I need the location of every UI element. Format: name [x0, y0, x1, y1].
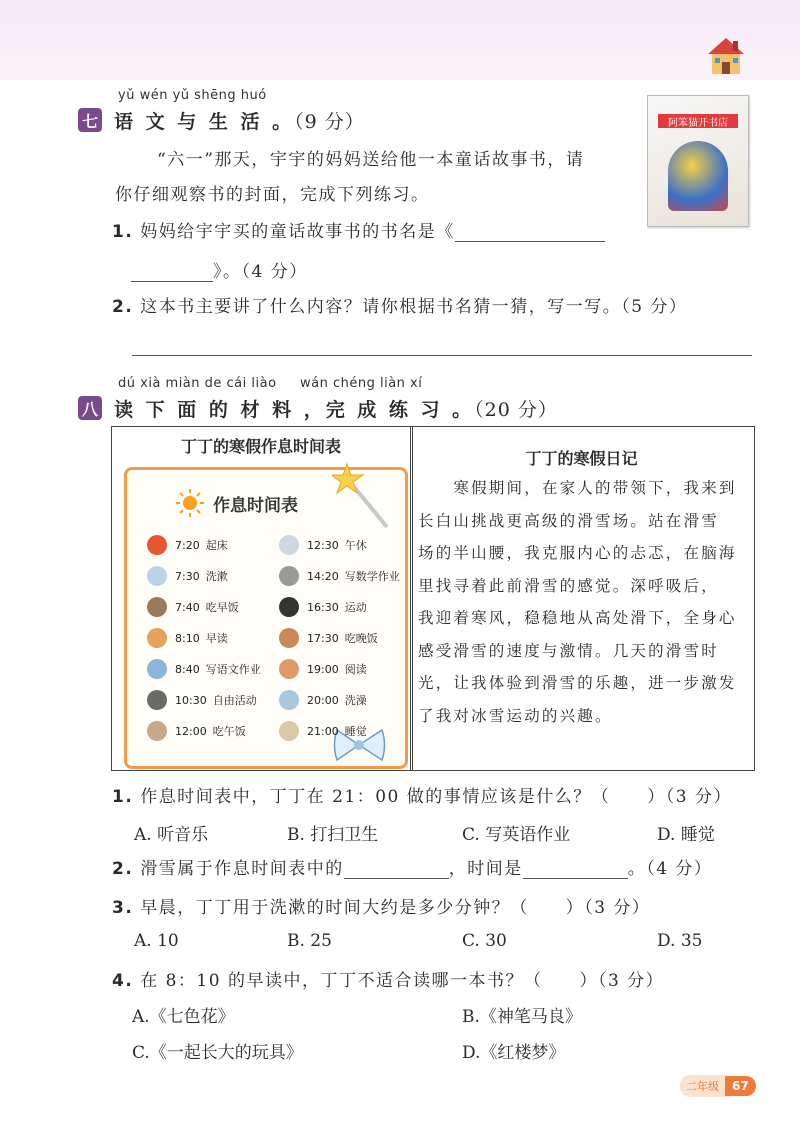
section7-question-1-cont: 》。（4 分）: [131, 257, 308, 282]
schedule-activity: 洗漱: [205, 570, 228, 583]
schedule-activity: 午休: [344, 539, 367, 552]
question-text: [112, 782, 762, 807]
book-icon: [147, 628, 167, 648]
answer-option[interactable]: A. 听音乐: [134, 825, 209, 845]
question-prompt: 作息时间表中，丁丁在 21：00 做的事情应该是什么？（ ）（3 分）: [140, 787, 732, 807]
answer-option[interactable]: D. 睡觉: [657, 825, 715, 845]
schedule-activity: 吃早饭: [205, 601, 239, 614]
schedule-activity: 早读: [205, 632, 228, 645]
bath-icon: [279, 690, 299, 710]
schedule-row: [279, 690, 367, 710]
section8-title: 读 下 面 的 材 料 ，完 成 练 习 。: [114, 399, 475, 421]
section8-pinyin-1: dú xià miàn de cái liào: [118, 376, 277, 391]
question-prompt: 在 8：10 的早读中，丁丁不适合读哪一本书？（ ）（3 分）: [140, 971, 665, 991]
schedule-activity: 写语文作业: [205, 663, 261, 676]
section8-pinyin-2: wán chéng liàn xí: [300, 376, 423, 391]
section7-points: （9 分）: [294, 111, 365, 133]
math-icon: [279, 566, 299, 586]
section8-number: 八: [78, 396, 102, 420]
grade-label: 二年级: [680, 1075, 725, 1097]
schedule-card: [124, 467, 408, 769]
page-number: 67: [725, 1076, 756, 1096]
schedule-row: [279, 597, 367, 617]
soccer-ball-icon: [279, 597, 299, 617]
answer-blank[interactable]: [455, 223, 605, 242]
answer-option[interactable]: A. 10: [134, 931, 179, 951]
diary-line: 了我对冰雪运动的兴趣。: [418, 706, 613, 725]
reading-icon: [279, 659, 299, 679]
section7-intro-line2: 你仔细观察书的封面，完成下列练习。: [115, 185, 430, 205]
schedule-activity: 运动: [344, 601, 367, 614]
diary-line: 长白山挑战更高级的滑雪场。站在滑雪: [418, 511, 719, 530]
question-4: [112, 966, 762, 1063]
answer-option[interactable]: B. 打扫卫生: [287, 825, 379, 845]
toothbrush-icon: [147, 566, 167, 586]
question-prompt: 滑雪属于作息时间表中的: [140, 859, 344, 879]
schedule-time: 8:10: [175, 631, 200, 645]
dinner-icon: [279, 628, 299, 648]
schedule-time: 12:30: [307, 538, 339, 552]
schedule-time: 19:00: [307, 662, 339, 676]
question-number: 1.: [112, 787, 134, 807]
header-band: [0, 0, 800, 80]
sleep-icon: [279, 721, 299, 741]
answer-blank[interactable]: [344, 860, 449, 879]
section7-heading: [114, 107, 365, 134]
answer-option[interactable]: B.《神笔马良》: [462, 1007, 582, 1027]
schedule-row: [147, 597, 239, 617]
schedule-activity: 起床: [205, 539, 228, 552]
question-number: 4.: [112, 971, 134, 991]
nap-icon: [279, 535, 299, 555]
schedule-time: 7:40: [175, 600, 200, 614]
schedule-activity: 阅读: [344, 663, 367, 676]
answer-blank[interactable]: [131, 263, 213, 282]
schedule-activity: 睡觉: [344, 725, 367, 738]
schedule-time: 14:20: [307, 569, 339, 583]
schedule-row: [279, 535, 367, 555]
question-prompt: 。（4 分）: [627, 859, 713, 879]
diary-line: 里找寻着此前滑雪的感觉。深呼吸后，: [418, 576, 719, 595]
question-1: [112, 782, 762, 845]
schedule-panel-title: 丁丁的寒假作息时间表: [180, 437, 341, 456]
schedule-time: 7:20: [175, 538, 200, 552]
schedule-activity: 自由活动: [212, 694, 257, 707]
schedule-row: [279, 566, 400, 586]
schedule-row: [279, 659, 367, 679]
schedule-time: 17:30: [307, 631, 339, 645]
question-prompt: 早晨，丁丁用于洗漱的时间大约是多少分钟？（ ）（3 分）: [140, 898, 651, 918]
schedule-time: 10:30: [175, 693, 207, 707]
answer-line[interactable]: [132, 355, 752, 356]
schedule-activity: 写数学作业: [344, 570, 400, 583]
book-illustration: [668, 141, 728, 211]
schedule-time: 16:30: [307, 600, 339, 614]
schedule-row: [147, 690, 257, 710]
answer-option[interactable]: D. 35: [657, 931, 703, 951]
play-icon: [147, 690, 167, 710]
question-2: [112, 854, 762, 879]
section7-number: 七: [78, 108, 102, 132]
schedule-row: [279, 721, 367, 741]
schedule-row: [147, 721, 246, 741]
section7-intro-line1: “六一”那天，宇宇的妈妈送给他一本童话故事书，请: [157, 150, 585, 170]
section7-pinyin: yǔ wén yǔ shēng huó: [118, 88, 267, 103]
sun-icon: [175, 488, 205, 518]
schedule-time: 7:30: [175, 569, 200, 583]
sun-icon: [147, 535, 167, 555]
page-footer: [680, 1075, 756, 1097]
answer-option[interactable]: C.《一起长大的玩具》: [132, 1043, 303, 1063]
writing-icon: [147, 659, 167, 679]
question-text: [112, 966, 762, 991]
question-prompt: ，时间是: [448, 859, 523, 879]
schedule-time: 20:00: [307, 693, 339, 707]
answer-option[interactable]: C. 30: [462, 931, 507, 951]
bowl-icon: [147, 721, 167, 741]
schedule-activity: 吃午饭: [212, 725, 246, 738]
schedule-time: 12:00: [175, 724, 207, 738]
schedule-time: 21:00: [307, 724, 339, 738]
diary-line: 光，让我体验到滑雪的乐趣，进一步激发: [418, 674, 737, 692]
house-icon: [706, 36, 746, 76]
schedule-row: [147, 535, 228, 555]
answer-option[interactable]: B. 25: [287, 931, 332, 951]
schedule-row: [147, 659, 261, 679]
answer-option[interactable]: A.《七色花》: [132, 1007, 235, 1027]
question-text: [112, 854, 762, 879]
answer-blank[interactable]: [523, 860, 628, 879]
schedule-row: [147, 628, 228, 648]
book-title: 阿笨猫开书店: [658, 114, 738, 128]
section7-question-1: 1. 妈妈给宇宇买的童话故事书的书名是《: [112, 217, 605, 242]
diary-line: 我迎着寒风，稳稳地从高处滑下，全身心: [418, 609, 737, 627]
schedule-row: [279, 628, 378, 648]
schedule-header: [175, 488, 298, 518]
book-cover-image: [647, 95, 749, 227]
section8-points: （20 分）: [474, 399, 558, 421]
diary-line: 感受滑雪的速度与激情。几天的滑雪时: [418, 641, 719, 660]
schedule-activity: 洗澡: [344, 694, 367, 707]
diary-title: 丁丁的寒假日记: [525, 449, 638, 468]
section7-question-2: 2. 这本书主要讲了什么内容？请你根据书名猜一猜，写一写。（5 分）: [112, 297, 688, 317]
question-number: 3.: [112, 898, 134, 918]
question-text: [112, 893, 762, 918]
answer-option[interactable]: D.《红楼梦》: [462, 1043, 566, 1063]
breakfast-icon: [147, 597, 167, 617]
diary-line: 寒假期间，在家人的带领下，我来到: [418, 479, 737, 497]
schedule-card-title: 作息时间表: [213, 495, 298, 516]
question-3: [112, 893, 762, 951]
schedule-activity: 吃晚饭: [344, 632, 378, 645]
section8-heading: [114, 395, 558, 422]
magic-wand-icon: [332, 462, 392, 532]
schedule-time: 8:40: [175, 662, 200, 676]
diary-text: [418, 472, 753, 732]
question-number: 2.: [112, 859, 134, 879]
diary-line: 场的半山腰，我克服内心的忐忑，在脑海: [418, 544, 737, 562]
schedule-row: [147, 566, 228, 586]
section7-title: 语 文 与 生 活 。: [114, 111, 295, 133]
answer-option[interactable]: C. 写英语作业: [462, 825, 571, 845]
